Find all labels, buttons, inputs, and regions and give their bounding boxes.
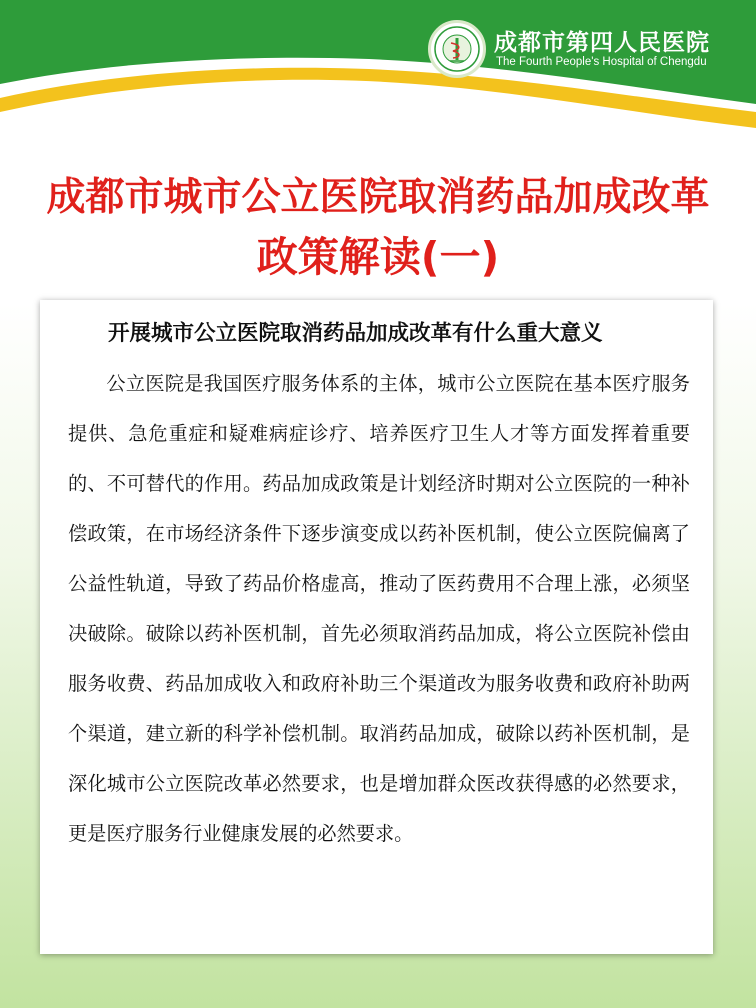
header-banner — [0, 0, 756, 140]
hospital-name-en: The Fourth People's Hospital of Chengdu — [496, 56, 707, 68]
page-title-line-1: 成都市城市公立医院取消药品加成改革 — [46, 175, 710, 220]
hospital-name-cn: 成都市第四人民医院 — [494, 30, 710, 56]
article-body: 公立医院是我国医疗服务体系的主体，城市公立医院在基本医疗服务提供、急危重症和疑难病症诊疗、培养医疗卫生人才等方面发挥着重要的、不可替代的作用。药品加成政策是计划经济时期对公立医院的一种补偿政策，在市场经济条件下逐步演变成以药补医机制，使公立医院偏离了公益性轨道，导致了药品价格虚高，推动了医药费用不合理上涨，必须坚决破除。破除以药补医机制，首先必须取消药品加成，将公立医院补偿由服务收费、药品加成收入和政府补助三个渠道改为服务收费和政府补助两个渠道，建立新的科学补偿机制。取消药品加成，破除以药补医机制，是深化城市公立医院改革必然要求，也是增加群众医改获得感的必然要求，更是医疗服务行业健康发展的必然要求。 — [68, 372, 690, 845]
article-heading: 开展城市公立医院取消药品加成改革有什么重大意义 — [108, 321, 603, 346]
hospital-emblem-icon — [428, 20, 486, 78]
page-title-line-2: 政策解读(一) — [256, 233, 500, 281]
header-wave-graphic — [0, 0, 756, 140]
